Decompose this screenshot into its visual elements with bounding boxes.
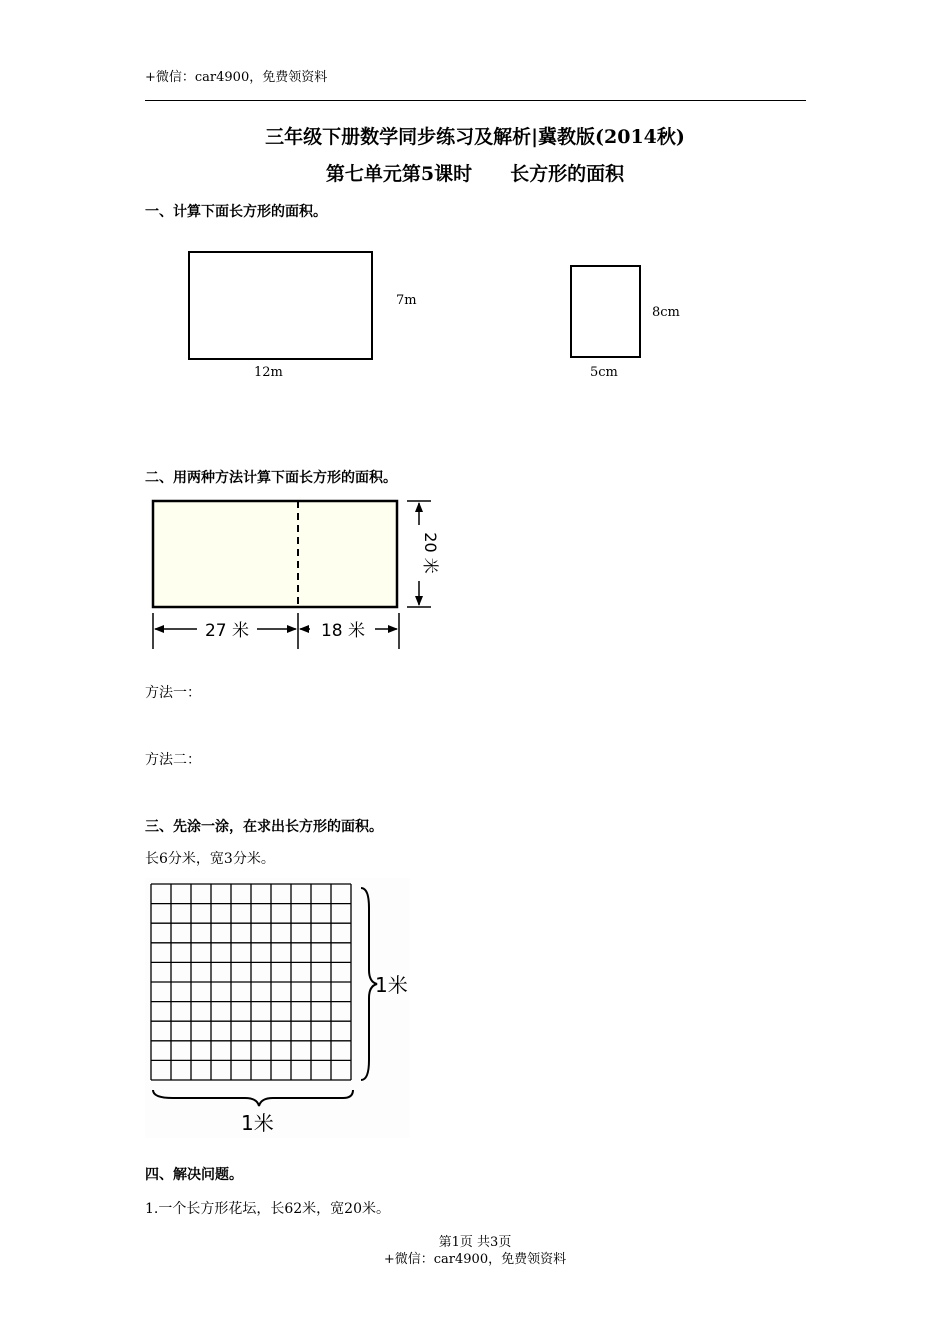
figure-fill-rect <box>153 501 397 607</box>
section-4-heading: 四、解决问题。 <box>145 1167 243 1183</box>
rect2-height-label: 8cm <box>652 305 680 320</box>
section-3-description: 长6分米，宽3分米。 <box>145 851 275 867</box>
side-length-label: 1米 <box>375 973 408 997</box>
method-2-label: 方法二： <box>145 752 201 768</box>
document-title: 三年级下册数学同步练习及解析|冀教版(2014秋) <box>265 126 685 148</box>
question-1-text: 1.一个长方形花坛，长62米，宽20米。 <box>145 1201 390 1217</box>
grid-square-figure <box>145 878 410 1138</box>
rectangle-12m-by-7m <box>188 251 373 360</box>
rect1-width-label: 12m <box>254 365 283 380</box>
height-dimension-label: 20 米 <box>421 532 440 574</box>
method-1-label: 方法一： <box>145 685 201 701</box>
composite-rectangle-figure <box>145 495 445 655</box>
footer-note: +微信：car4900，免费领资料 <box>383 1252 567 1267</box>
rect1-height-label: 7m <box>396 293 417 308</box>
section-3-heading: 三、先涂一涂，在求出长方形的面积。 <box>145 819 383 835</box>
lesson-subtitle: 第七单元第5课时 长方形的面积 <box>325 163 625 185</box>
bottom-length-label: 1米 <box>241 1111 274 1135</box>
section-1-heading: 一、计算下面长方形的面积。 <box>145 204 327 220</box>
rectangle-5cm-by-8cm <box>570 265 641 358</box>
header-divider <box>145 100 806 101</box>
section-2-heading: 二、用两种方法计算下面长方形的面积。 <box>145 470 397 486</box>
page-number: 第1页 共3页 <box>438 1235 512 1250</box>
left-width-label: 27 米 <box>204 621 250 641</box>
rect2-width-label: 5cm <box>590 365 618 380</box>
header-note: +微信：car4900，免费领资料 <box>145 70 328 85</box>
right-width-label: 18 米 <box>320 621 366 641</box>
